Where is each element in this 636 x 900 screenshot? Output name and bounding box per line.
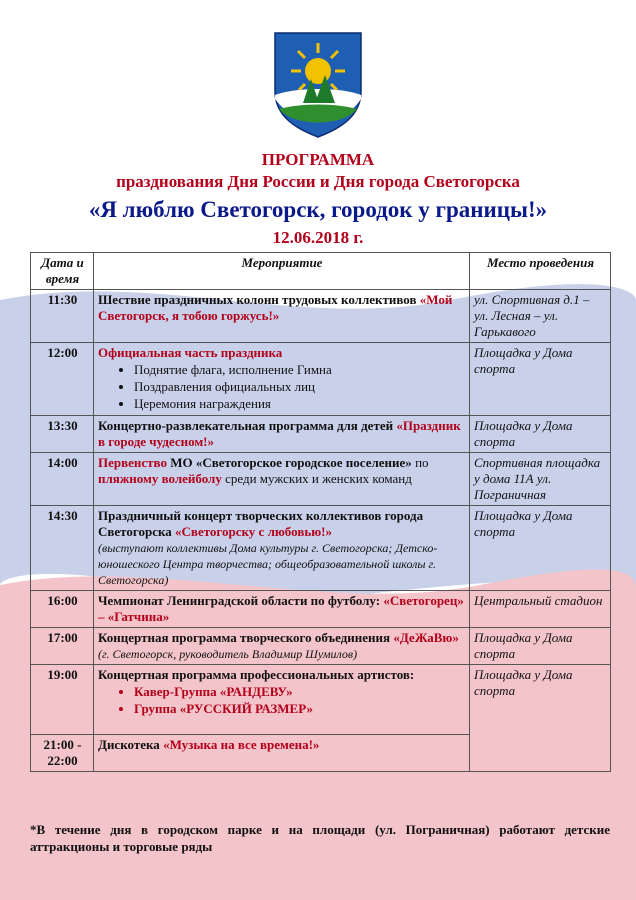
program-date: 12.06.2018 г. [272, 228, 364, 247]
row-event [94, 735, 470, 772]
row-place: Площадка у Дома спорта [470, 506, 611, 591]
event-text: по [415, 455, 429, 470]
row-time: 13:30 [31, 416, 94, 453]
list-item: • Группа «РУССКИЙ РАЗМЕР» [134, 701, 466, 717]
table-row [31, 628, 611, 665]
event-text: среди мужских и женских команд [221, 471, 412, 486]
column-header-event: Мероприятие [94, 253, 470, 290]
event-note: (г. Светогорск, руководитель Владимир Шумилов) [98, 647, 358, 661]
row-place: Площадка у Дома спорта [470, 628, 611, 665]
row-event [94, 343, 470, 416]
event-highlight: «ДеЖаВю» [393, 630, 459, 645]
row-time: 14:30 [31, 506, 94, 591]
program-title: ПРОГРАММА [261, 150, 375, 169]
table-row [31, 506, 611, 591]
row-time: 11:30 [31, 290, 94, 343]
column-header-place: Место проведения [470, 253, 611, 290]
row-event [94, 506, 470, 591]
row-event [94, 453, 470, 506]
table-row [31, 453, 611, 506]
event-note: (выступают коллективы Дома культуры г. Светогорска; Детско-юношеского Центра творчества; общеобразовательной школы г. Светогорска) [98, 541, 438, 587]
row-event [94, 628, 470, 665]
event-text: Концертно-развлекательная программа для детей [98, 418, 397, 433]
row-event [94, 591, 470, 628]
event-text: Концертная программа профессиональных артистов: [98, 667, 415, 682]
row-time: 14:00 [31, 453, 94, 506]
event-text: Концертная программа творческого объединения [98, 630, 394, 645]
column-header-time: Дата и время [31, 253, 94, 290]
row-place: Спортивная площадка у дома 11А ул. Пограничная [470, 453, 611, 506]
coat-of-arms-icon [271, 29, 365, 139]
event-highlight: «Праздник в городе чудесном!» [98, 418, 461, 449]
program-table [30, 252, 611, 772]
program-slogan: «Я люблю Светогорск, городок у границы!» [88, 197, 548, 222]
table-row [31, 665, 611, 735]
event-highlight: Официальная часть праздника [98, 345, 283, 360]
list-item: • Церемония награждения [134, 396, 466, 412]
event-text: МО «Светогорское городское поселение» [166, 455, 416, 470]
row-event [94, 416, 470, 453]
row-place: ул. Спортивная д.1 – ул. Лесная – ул. Гарькавого [470, 290, 611, 343]
event-highlight: Первенство [98, 455, 167, 470]
list-item: • Поднятие флага, исполнение Гимна [134, 362, 466, 378]
event-text: Шествие праздничных колонн трудовых коллективов [98, 292, 420, 307]
list-item: • Кавер-Группа «РАНДЕВУ» [134, 684, 466, 700]
table-row [31, 343, 611, 416]
row-event [94, 665, 470, 735]
row-time: 16:00 [31, 591, 94, 628]
row-place: Площадка у Дома спорта [470, 665, 611, 772]
program-subtitle: празднования Дня России и Дня города Светогорска [116, 172, 520, 191]
row-event [94, 290, 470, 343]
row-time: 17:00 [31, 628, 94, 665]
event-text: Праздничный концерт творческих коллективов города Светогорска [98, 508, 424, 539]
event-highlight: «Мой Светогорск, я тобою горжусь!» [98, 292, 453, 323]
row-time: 19:00 [31, 665, 94, 735]
list-item: • Поздравления официальных лиц [134, 379, 466, 395]
row-time: 21:00 - 22:00 [31, 735, 94, 772]
event-text: Дискотека [98, 737, 164, 752]
row-place: Площадка у Дома спорта [470, 416, 611, 453]
table-row [31, 416, 611, 453]
footnote: *В течение дня в городском парке и на площади (ул. Пограничная) работают детские аттракционы и торговые ряды [30, 822, 610, 854]
row-place: Площадка у Дома спорта [470, 343, 611, 416]
event-highlight: пляжному волейболу [98, 471, 222, 486]
event-text: Чемпионат Ленинградской области по футболу: [98, 593, 384, 608]
table-header-row [31, 253, 611, 290]
row-time: 12:00 [31, 343, 94, 416]
table-row [31, 290, 611, 343]
table-row [31, 591, 611, 628]
event-highlight: «Музыка на все времена!» [163, 737, 320, 752]
row-place: Центральный стадион [470, 591, 611, 628]
event-highlight: «Светогорец» – «Гатчина» [98, 593, 464, 624]
event-highlight: «Светогорску с любовью!» [175, 524, 332, 539]
